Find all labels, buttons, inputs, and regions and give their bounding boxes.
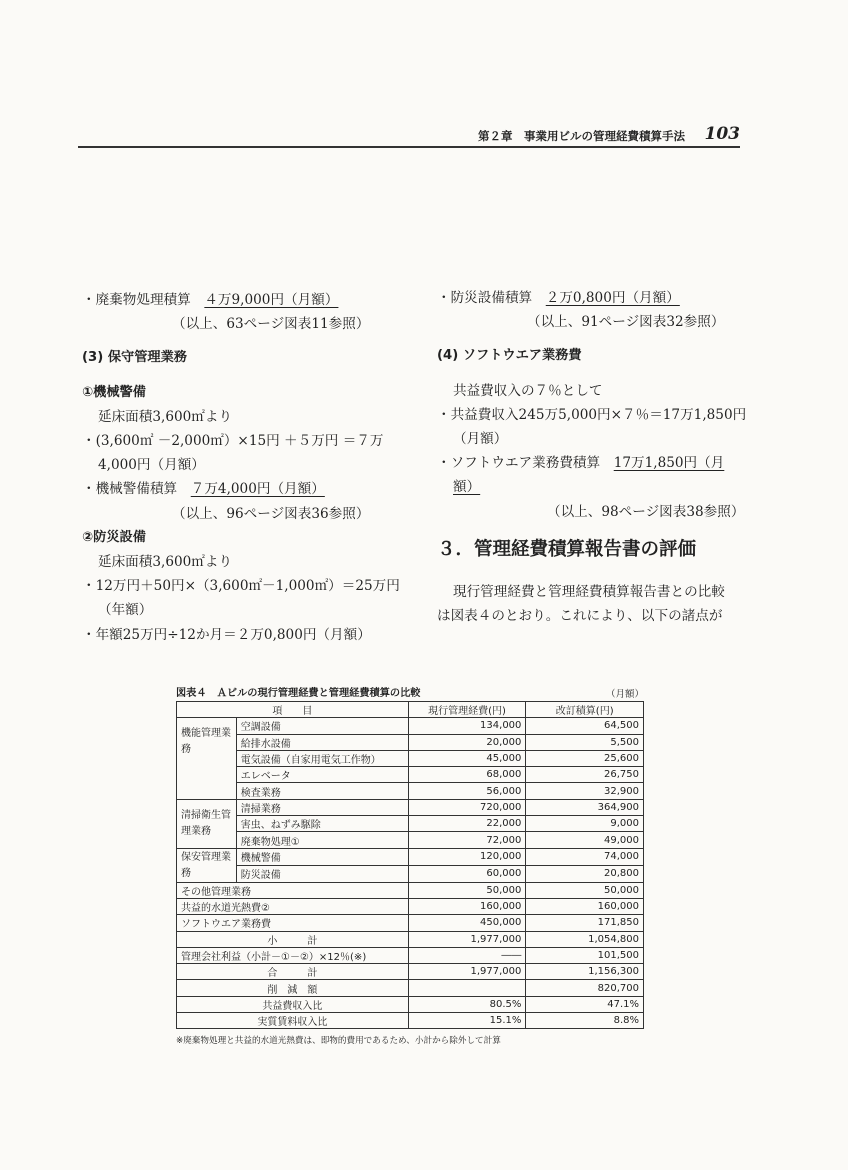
group-label: 清掃衛生管理業務 bbox=[177, 799, 237, 848]
page-header bbox=[78, 124, 740, 148]
fire-prevention-monthly: ・年額25万円÷12か月＝２万0,800円（月額） bbox=[82, 626, 371, 643]
table-row: 検査業務 56,000 32,900 bbox=[177, 783, 644, 799]
fire-prevention-calc: ・12万円＋50円×（3,600㎡－1,000㎡）＝25万円 bbox=[82, 578, 400, 595]
machine-security-total: ・機械警備積算 ７万4,000円（月額） bbox=[82, 481, 325, 498]
subtotal-row: 小 計 1,977,000 1,054,800 bbox=[177, 931, 644, 947]
table-row: 電気設備（自家用電気工作物） 45,000 25,600 bbox=[177, 750, 644, 766]
table-row: 共益的水道光熱費② 160,000 160,000 bbox=[177, 898, 644, 914]
table-header-row bbox=[177, 702, 644, 718]
table-note: ※廃棄物処理と共益的水道光熱費は、即物的費用であるため、小計から除外して計算 bbox=[176, 1036, 501, 1047]
total-row: 合 計 1,977,000 1,156,300 bbox=[177, 964, 644, 980]
table-row: 保安管理業務 機械警備 120,000 74,000 bbox=[177, 848, 644, 865]
section-heading-3: ３．管理経費積算報告書の評価 bbox=[437, 538, 697, 560]
fire-ref: （以上、91ページ図表32参照） bbox=[527, 314, 725, 331]
machine-security-title: ①機械警備 bbox=[82, 384, 146, 400]
table-row: その他管理業務 50,000 50,000 bbox=[177, 882, 644, 898]
table-row: 害虫、ねずみ駆除 22,000 9,000 bbox=[177, 816, 644, 832]
figure-caption: 図表４ Ａビルの現行管理経費と管理経費積算の比較 （月額） bbox=[176, 688, 644, 700]
machine-security-ref: （以上、96ページ図表36参照） bbox=[172, 505, 370, 522]
table-row: 機能管理業務 空調設備 134,000 64,500 bbox=[177, 718, 644, 734]
page-number: 103 bbox=[704, 124, 740, 144]
waste-amount: ４万9,000円（月額） bbox=[204, 292, 339, 308]
header-item: 項 目 bbox=[177, 702, 409, 718]
unit-label: （月額） bbox=[605, 689, 644, 700]
body-paragraph-line2: は図表４のとおり。これにより、以下の諸点が bbox=[437, 608, 723, 625]
header-current: 現行管理経費(円) bbox=[408, 702, 526, 718]
software-calc-cont: （月額） bbox=[453, 431, 508, 448]
header-revised: 改訂積算(円) bbox=[526, 702, 644, 718]
table-row: 給排水設備 20,000 5,500 bbox=[177, 734, 644, 750]
waste-ref: （以上、63ページ図表11参照） bbox=[172, 316, 370, 333]
software-basis: 共益費収入の７％として bbox=[453, 382, 603, 399]
fire-prevention-calc-cont: （年額） bbox=[98, 602, 153, 619]
section-4-title: (4) ソフトウエア業務費 bbox=[437, 348, 582, 364]
waste-estimate: ・廃棄物処理積算 ４万9,000円（月額） bbox=[82, 292, 339, 308]
right-column: ・防災設備積算 ２万0,800円（月額） （以上、91ページ図表32参照） (4) ソフトウエア業務費 共益費収入の７％として ・共益費収入245万5,000円×７％＝17万1,850円 （月額） ・ソフトウエア業務費積算 17万1,850円（月 額） （以上、98ページ図表38参照） ３．管理経費積算報告書の評価 現行管理経費と管理経費積算報告書との比較 は図表４のとおり。これにより、以下の諸点が bbox=[437, 286, 747, 628]
software-ref: （以上、98ページ図表38参照） bbox=[547, 503, 745, 520]
table-row: 清掃衛生管理業務 清掃業務 720,000 364,900 bbox=[177, 799, 644, 815]
machine-security-area: 延床面積3,600㎡より bbox=[98, 408, 233, 425]
group-label: 保安管理業務 bbox=[177, 848, 237, 882]
ratio-row: 共益費収入比 80.5% 47.1% bbox=[177, 996, 644, 1012]
fire-estimate: ・防災設備積算 ２万0,800円（月額） bbox=[437, 290, 680, 306]
section-3-title: (3) 保守管理業務 bbox=[82, 350, 187, 366]
table-row: ソフトウエア業務費 450,000 171,850 bbox=[177, 915, 644, 931]
software-calc: ・共益費収入245万5,000円×７％＝17万1,850円 bbox=[437, 406, 747, 423]
machine-security-calc-cont: 4,000円（月額） bbox=[98, 457, 205, 474]
reduction-row: 削 減 額 820,700 bbox=[177, 980, 644, 996]
chapter-title: 第２章 事業用ビルの管理経費積算手法 bbox=[478, 129, 685, 143]
table-row: エレベータ 68,000 26,750 bbox=[177, 767, 644, 783]
table-row: 防災設備 60,000 20,800 bbox=[177, 865, 644, 882]
left-column bbox=[82, 288, 402, 647]
fire-prevention-title: ②防災設備 bbox=[82, 529, 146, 545]
table-row: 廃棄物処理① 72,000 49,000 bbox=[177, 832, 644, 848]
ratio-row: 実質賃料収入比 15.1% 8.8% bbox=[177, 1013, 644, 1029]
fire-prevention-area: 延床面積3,600㎡より bbox=[98, 554, 233, 571]
profit-row: 管理会社利益（小計－①－②）×12％(※) ―― 101,500 bbox=[177, 947, 644, 963]
comparison-figure bbox=[176, 684, 644, 1046]
comparison-table bbox=[176, 701, 644, 1029]
machine-security-calc: ・(3,600㎡ －2,000㎡）×15円 ＋５万円 ＝７万 bbox=[82, 433, 384, 450]
software-total: ・ソフトウエア業務費積算 17万1,850円（月 bbox=[437, 455, 725, 472]
body-paragraph-line1: 現行管理経費と管理経費積算報告書との比較 bbox=[453, 584, 725, 601]
group-label: 機能管理業務 bbox=[177, 718, 237, 799]
